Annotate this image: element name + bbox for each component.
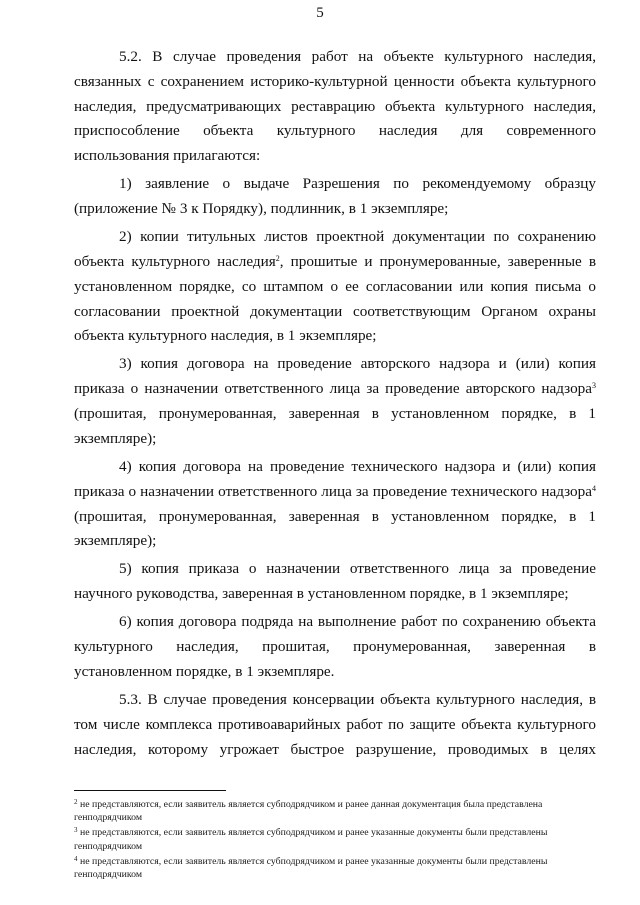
list-item-4-text-b: (прошитая, пронумерованная, заверенная в установленном порядке, в 1 экземпляре); [74, 507, 596, 550]
paragraph-5-3: 5.3. В случае проведения консервации объекта культурного наследия, в том числе комплекса противоаварийных работ по защите объекта культурного наследия, которому угрожает быстрое разрушение, проводимых в целях [74, 691, 596, 758]
list-item-3 [74, 352, 596, 451]
footnotes [74, 798, 600, 883]
footnote-mark-2: 2 [74, 798, 78, 806]
list-item-1: 1) заявление о выдаче Разрешения по рекомендуемому образцу (приложение № 3 к Порядку), подлинник, в 1 экземпляре; [74, 175, 596, 218]
document-body [74, 45, 596, 762]
list-item-3-text-b: (прошитая, пронумерованная, заверенная в установленном порядке, в 1 экземпляре); [74, 405, 596, 447]
footnote-4 [74, 855, 600, 882]
list-item-2-text-a: 2) копии титульных листов проектной документации по сохранению объекта культурного наследия [74, 228, 596, 270]
footnote-mark-3: 3 [74, 826, 78, 835]
footnote-3-text: не представляются, если заявитель является субподрядчиком и ранее указанные документы были представлены генподрядчиком [74, 827, 548, 852]
list-item-4 [74, 455, 596, 554]
list-item-2-text-b: , прошитые и пронумерованные, заверенные в установленном порядке, со штампом о ее согласовании или копия письма о согласовании проектной документации соответствующим Органом охраны объекта культурного наследия, в 1 экземпляре; [74, 252, 597, 345]
footnote-ref-3: 3 [592, 381, 596, 391]
paragraph-5-2: 5.2. В случае проведения работ на объекте культурного наследия, связанных с сохранением историко-культурной ценности объекта культурного наследия, предусматривающих реставрацию объекта культурного наследия, приспособление объекта культурного наследия для современного использования прилагаются: [74, 48, 596, 165]
page-number: 5 [316, 5, 324, 21]
footnote-separator [74, 790, 226, 791]
list-item-4-text-a: 4) копия договора на проведение технического надзора и (или) копия приказа о назначении ответственного лица за проведение технического надзора [74, 457, 596, 500]
footnote-mark-4: 4 [74, 854, 78, 863]
footnote-3 [74, 826, 600, 853]
footnote-ref-2: 2 [275, 253, 280, 263]
list-item-2 [74, 225, 596, 349]
footnote-4-text: не представляются, если заявитель является субподрядчиком и ранее указанные документы были представлены генподрядчиком [74, 855, 548, 881]
footnote-ref-4: 4 [592, 483, 596, 493]
list-item-3-text-a: 3) копия договора на проведение авторского надзора и (или) копия приказа о назначении ответственного лица за проведение авторского надзора [74, 355, 596, 398]
list-item-6: 6) копия договора подряда на выполнение работ по сохранению объекта культурного наследия, прошитая, пронумерованная, заверенная в установленном порядке, в 1 экземпляре. [74, 613, 596, 680]
list-item-5: 5) копия приказа о назначении ответственного лица за проведение научного руководства, заверенная в установленном порядке, в 1 экземпляре; [74, 560, 596, 603]
footnote-2 [74, 798, 600, 825]
footnote-2-text: не представляются, если заявитель является субподрядчиком и ранее данная документация была представлена генподрядчиком [74, 799, 543, 824]
